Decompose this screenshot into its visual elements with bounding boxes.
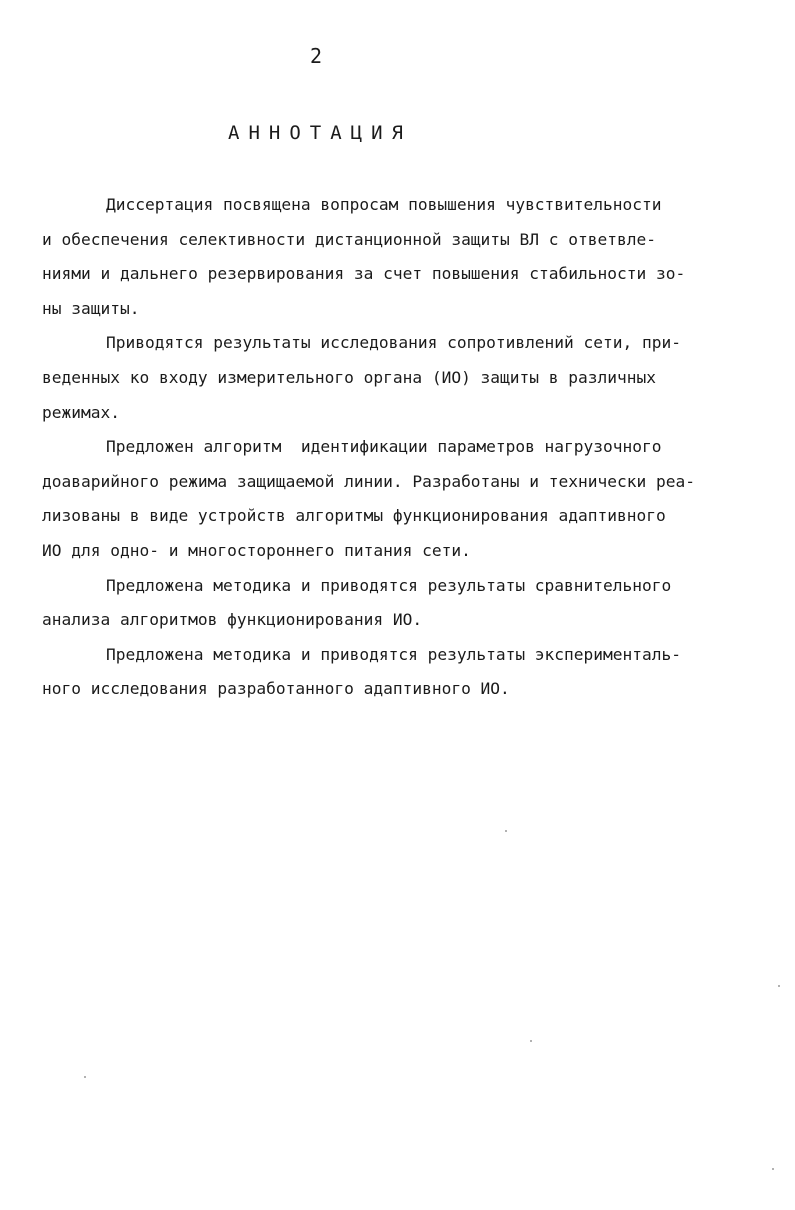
paragraph-line: Предложена методика и приводятся результаты сравнительного — [106, 575, 672, 595]
paragraph-line: Диссертация посвящена вопросам повышения чувствительности — [106, 195, 662, 214]
paragraph-line: Приводятся результаты исследования сопротивлений сети, при- — [106, 333, 681, 353]
paragraph-3 — [42, 430, 752, 568]
paragraph-line: ниями и дальнего резервирования за счет повышения стабильности зо- — [42, 264, 686, 284]
scan-speck — [772, 1168, 774, 1170]
paragraph-line: анализа алгоритмов функционирования ИО. — [42, 610, 423, 630]
scan-speck — [530, 1040, 532, 1042]
paragraph-line: Предложен алгоритм идентификации параметров нагрузочного — [106, 437, 662, 457]
paragraph-line: и обеспечения селективности дистанционной защиты ВЛ с ответвле- — [42, 229, 656, 249]
paragraph-1 — [42, 188, 752, 326]
scan-speck — [84, 1076, 86, 1078]
page-number: 2 — [309, 44, 323, 68]
paragraph-line: веденных ко входу измерительного органа (ИО) защиты в различных — [42, 367, 656, 387]
paragraph-line: режимах. — [42, 402, 120, 422]
paragraph-line: ны защиты. — [42, 298, 140, 318]
paragraph-2 — [42, 326, 752, 430]
paragraph-4 — [42, 569, 752, 638]
annotation-body — [42, 188, 752, 707]
paragraph-line: ного исследования разработанного адаптивного ИО. — [42, 679, 510, 699]
annotation-heading: АННОТАЦИЯ — [228, 122, 412, 144]
paragraph-line: Предложена методика и приводятся результаты эксперименталь- — [106, 644, 681, 664]
paragraph-line: доаварийного режима защищаемой линии. Разработаны и технически реа- — [42, 471, 695, 491]
scan-speck — [778, 985, 780, 987]
paragraph-5 — [42, 638, 752, 707]
paragraph-line: ИО для одно- и многостороннего питания сети. — [42, 540, 471, 560]
paragraph-line: лизованы в виде устройств алгоритмы функционирования адаптивного — [42, 506, 666, 526]
scan-speck — [505, 830, 507, 832]
